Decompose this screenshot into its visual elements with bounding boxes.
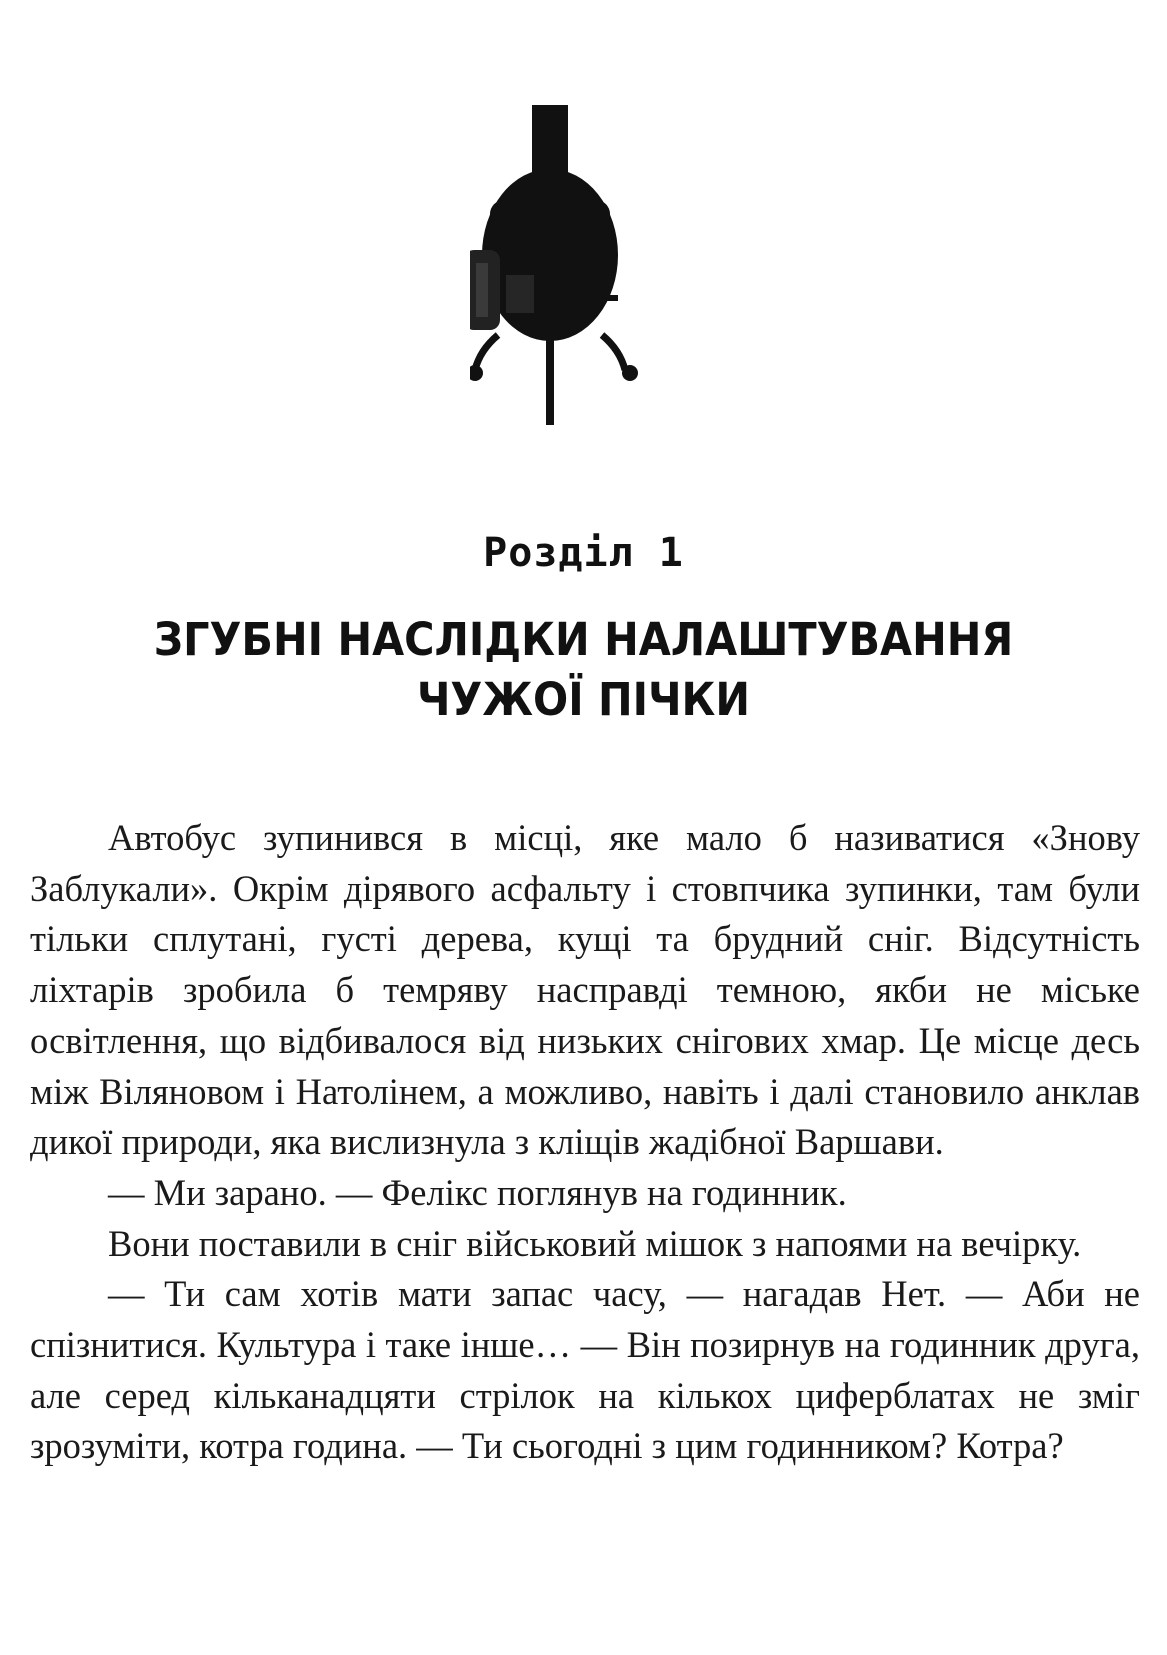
stove-icon — [470, 105, 700, 455]
chapter-title-line-1: ЗГУБНІ НАСЛІДКИ НАЛАШТУВАННЯ — [153, 613, 1014, 666]
paragraph: — Ми зарано. — Фелікс поглянув на годинник. — [108, 1171, 847, 1213]
chapter-title-line-2: ЧУЖОЇ ПІЧКИ — [416, 673, 751, 726]
chapter-title — [47, 610, 1121, 730]
paragraph: — Ти сам хотів мати запас часу, — нагадав Нет. — Аби не спізнитися. Культура і таке інше… — Він позирнув на годинник друга, але серед кільканадцяти стрілок на кількох циферблатах не зміг зрозуміти, котра година. — Ти сьогодні з цим годинником? Котра? — [30, 1273, 1140, 1467]
paragraph: Автобус зупинився в місці, яке мало б називатися «Знову Заблукали». Окрім дірявого асфальту і стовпчика зупинки, там були тільки сплутані, густі дерева, кущі та брудний сніг. Відсутність ліхтарів зробила б темряву насправді темною, якби не міське освітлення, що відбивалося від низьких снігових хмар. Це місце десь між Віляновом і Натолінем, а можливо, навіть і далі становило анклав дикої природи, яка вислизнула з кліщів жадібної Варшави. — [30, 817, 1140, 1163]
paragraph: Вони поставили в сніг військовий мішок з напоями на вечірку. — [108, 1222, 1082, 1264]
chapter-number: Розділ 1 — [483, 530, 684, 576]
chapter-body-text — [30, 813, 1140, 1472]
